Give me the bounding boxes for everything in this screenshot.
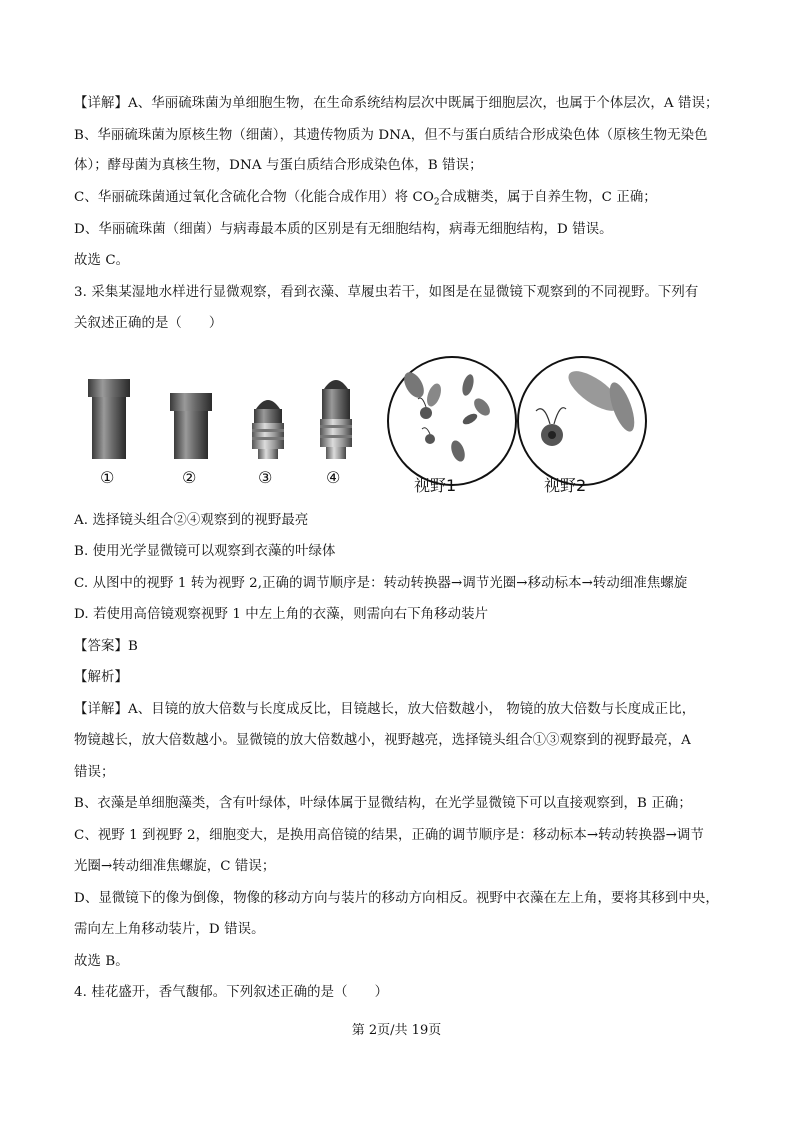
detail-line: B、衣藻是单细胞藻类，含有叶绿体，叶绿体属于显微结构，在光学显微镜下可以直接观察到，B 正确； (74, 796, 692, 811)
view-1-circle (388, 357, 516, 485)
lens-label-4: ④ (326, 468, 341, 487)
text-fragment: C、华丽硫珠菌通过氧化含硫化合物（化能合成作用）将 CO (74, 190, 434, 205)
eyepiece-lens-1-icon (88, 379, 130, 459)
detail-line: 错误； (74, 765, 115, 780)
text-line: D、华丽硫珠菌（细菌）与病毒最本质的区别是有无细胞结构，病毒无细胞结构，D 错误。 (74, 222, 613, 237)
detail-line: 【详解】A、目镜的放大倍数与长度成反比，目镜越长，放大倍数越小， 物镜的放大倍数与长度成正比， (74, 702, 696, 717)
text-line (74, 188, 734, 213)
text-line: 故选 C。 (74, 253, 130, 268)
eyepiece-lens-2-icon (170, 393, 212, 459)
microscope-figure (74, 355, 734, 505)
view-2-circle (518, 357, 646, 485)
option-d: D. 若使用高倍镜观察视野 1 中左上角的衣藻，则需向右下角移动装片 (74, 607, 489, 622)
lens-label-3: ③ (258, 468, 273, 487)
view-1-label: 视野1 (414, 476, 457, 495)
analysis-heading: 【解析】 (74, 670, 128, 685)
lens-label-1: ① (100, 468, 115, 487)
detail-line: D、显微镜下的像为倒像，物像的移动方向与装片的移动方向相反。视野中衣藻在左上角，要将其移到中央， (74, 891, 719, 906)
question-line: 4. 桂花盛开，香气馥郁。下列叙述正确的是（ ） (74, 985, 389, 1000)
objective-lens-3-icon (252, 400, 284, 459)
page-footer: 第 2页/共 19页 (351, 1023, 442, 1038)
detail-line: C、视野 1 到视野 2，细胞变大，是换用高倍镜的结果，正确的调节顺序是：移动标本→转动转换器→调节 (74, 828, 704, 843)
text-fragment: 合成糖类，属于自养生物，C 正确； (439, 190, 657, 205)
detail-line: 物镜越长，放大倍数越小。显微镜的放大倍数越小，视野越亮，选择镜头组合①③观察到的视野最亮，A (74, 733, 691, 748)
view-2-label: 视野2 (544, 476, 587, 495)
text-line: 【详解】A、华丽硫珠菌为单细胞生物，在生命系统结构层次中既属于细胞层次，也属于个体层次，A 错误； (74, 96, 719, 111)
objective-lens-4-icon (320, 380, 352, 459)
question-line: 关叙述正确的是（ ） (74, 316, 223, 331)
lens-label-2: ② (182, 468, 197, 487)
question-line: 3. 采集某湿地水样进行显微观察，看到衣藻、草履虫若干，如图是在显微镜下观察到的不同视野。下列有 (74, 285, 699, 300)
text-line: B、华丽硫珠菌为原核生物（细菌），其遗传物质为 DNA，但不与蛋白质结合形成染色体（原核生物无染色 (74, 128, 708, 143)
detail-line: 需向左上角移动装片，D 错误。 (74, 922, 265, 937)
option-b: B. 使用光学显微镜可以观察到衣藻的叶绿体 (74, 544, 336, 559)
text-line: 体）；酵母菌为真核生物，DNA 与蛋白质结合形成染色体，B 错误； (74, 158, 483, 173)
figure-drawing (74, 355, 734, 505)
detail-line: 光圈→转动细准焦螺旋，C 错误； (74, 859, 276, 874)
answer-line: 【答案】B (74, 639, 138, 654)
option-c: C. 从图中的视野 1 转为视野 2,正确的调节顺序是：转动转换器→调节光圈→移动标本→转动细准焦螺旋 (74, 576, 688, 591)
subscript: 2 (433, 197, 440, 208)
option-a: A. 选择镜头组合②④观察到的视野最亮 (74, 513, 309, 528)
detail-line: 故选 B。 (74, 954, 129, 969)
